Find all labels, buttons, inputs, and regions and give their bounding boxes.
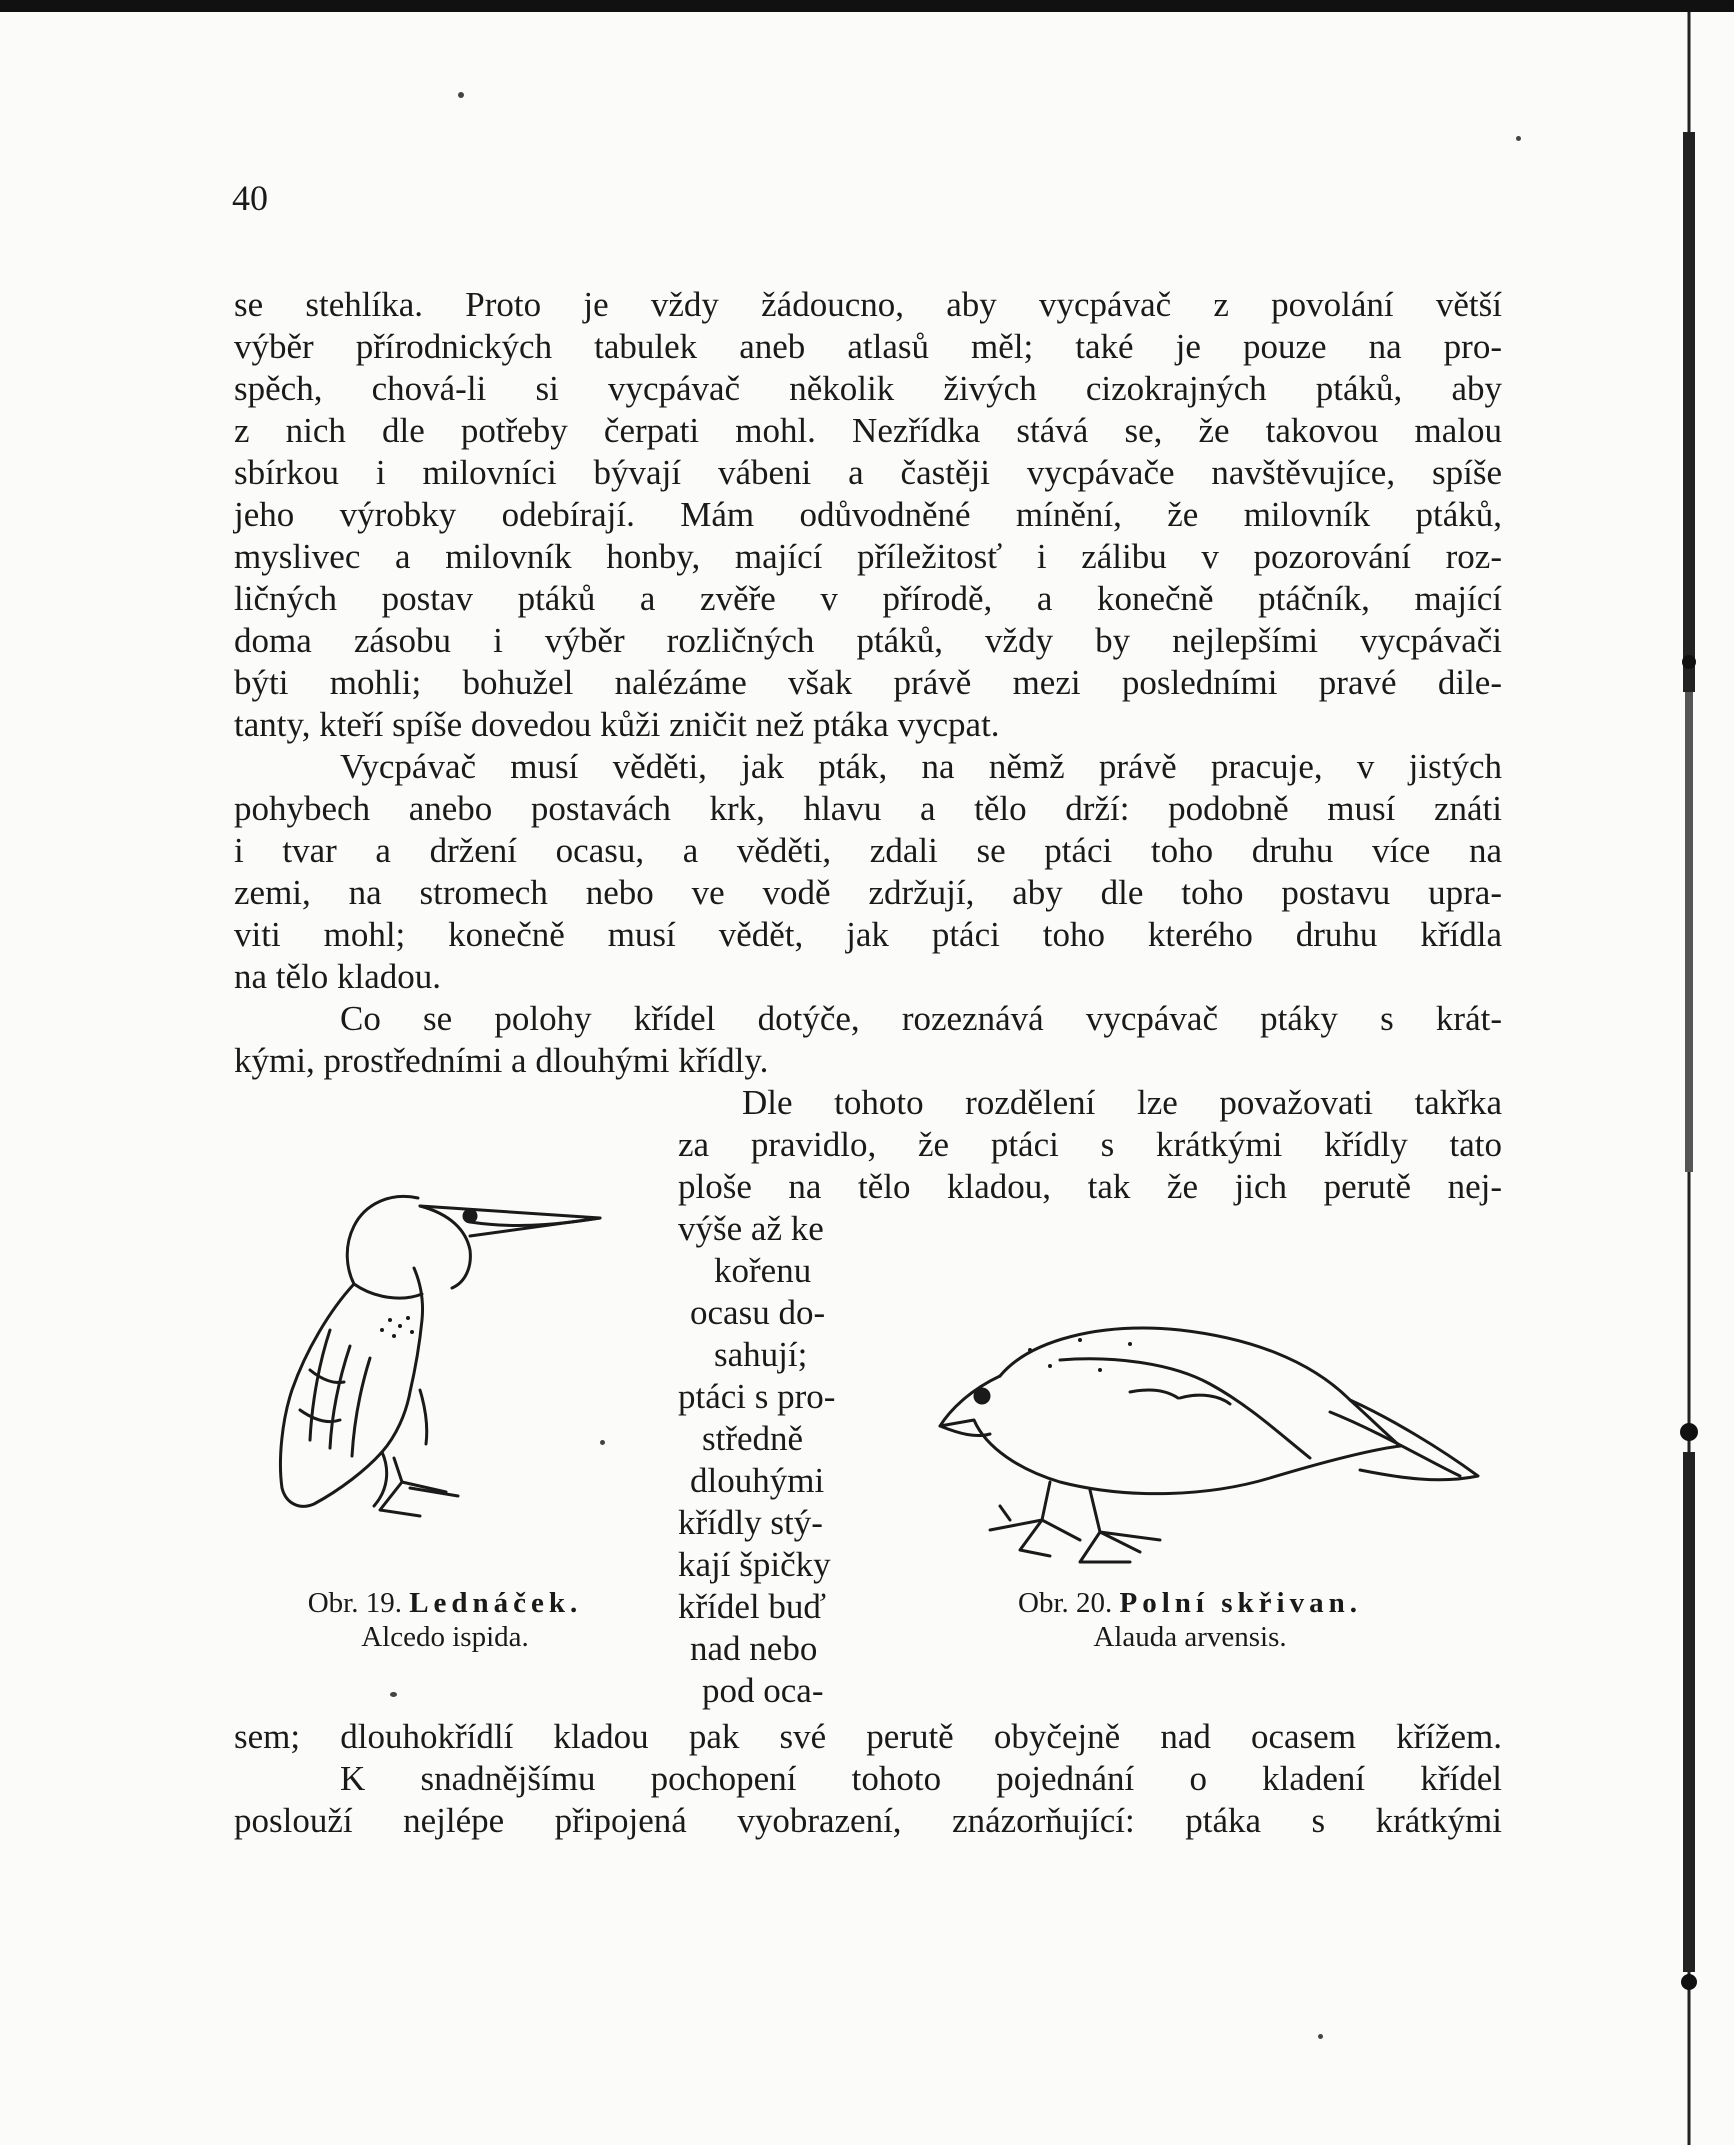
figure-name: Lednáček. [409,1587,583,1619]
wrap-line: Dle tohoto rozdělení lze považovati takřka [742,1083,1502,1122]
column-line: kají špičky [678,1545,831,1584]
body-line: viti mohl; konečně musí vědět, jak ptáci toho kterého druhu křídla [234,915,1502,954]
body-line: tanty, kteří spíše dovedou kůži zničit než ptáka vycpat. [234,705,1000,744]
page-number: 40 [232,178,268,218]
column-line: kořenu [714,1251,812,1290]
body-line: ličných postav ptáků a zvěře v přírodě, a konečně ptáčník, mající [234,579,1502,618]
wrap-line: za pravidlo, že ptáci s krátkými křídly tato [678,1125,1502,1164]
body-line: kými, prostředními a dlouhými křídly. [234,1041,769,1080]
scan-speck [1318,2034,1323,2039]
body-line: býti mohli; bohužel nalézáme však právě mezi posledními pravé dile- [234,663,1502,702]
column-line: sahují; [714,1335,808,1374]
body-line-indent: K snadnějšímu pochopení tohoto pojednání o kladení křídel [340,1759,1502,1798]
scan-speck [1516,136,1521,141]
scan-speck [600,1440,605,1445]
column-line: výše až ke [678,1209,824,1248]
body-line: sem; dlouhokřídlí kladou pak své perutě obyčejně nad ocasem křížem. [234,1717,1502,1756]
body-line-indent: Co se polohy křídel dotýče, rozeznává vycpávač ptáky s krát- [340,999,1502,1038]
body-line-indent: Vycpávač musí věděti, jak pták, na němž právě pracuje, v jistých [340,747,1502,786]
figure-name: Polní skřivan. [1119,1587,1362,1619]
scan-top-edge [0,0,1734,12]
kingfisher-illustration [270,1170,620,1560]
column-line: dlouhými [690,1461,825,1500]
column-line: křídel buď [678,1587,827,1626]
binding-rule [1680,12,1698,2145]
scan-speck [390,1692,397,1697]
scan-speck [458,92,464,98]
body-line: výběr přírodnických tabulek aneb atlasů měl; také je pouze na pro- [234,327,1502,366]
body-line: sbírkou i milovníci bývají vábeni a častěji vycpávače navštěvujíce, spíše [234,453,1502,492]
body-line: z nich dle potřeby čerpati mohl. Nezřídka stává se, že takovou malou [234,411,1502,450]
body-line: doma zásobu i výběr rozličných ptáků, vždy by nejlepšími vycpávači [234,621,1502,660]
wrap-line: ploše na tělo kladou, tak že jich perutě nej- [678,1167,1502,1206]
lark-illustration [930,1300,1490,1570]
figure-latin: Alauda arvensis. [1093,1621,1287,1653]
column-line: pod oca- [702,1671,824,1710]
body-line: na tělo kladou. [234,957,442,996]
body-line: myslivec a milovník honby, mající příležitosť i zálibu v pozorování roz- [234,537,1502,576]
column-line: nad nebo [690,1629,818,1668]
body-line: jeho výrobky odebírají. Mám odůvodněné mínění, že milovník ptáků, [234,495,1502,534]
caption-obr-19 [270,1586,620,1654]
caption-obr-20 [950,1586,1430,1654]
column-line: středně [702,1419,804,1458]
body-line: i tvar a držení ocasu, a věděti, zdali se ptáci toho druhu více na [234,831,1502,870]
figure-label: Obr. 19. [307,1587,402,1619]
body-line: zemi, na stromech nebo ve vodě zdržují, aby dle toho postavu upra- [234,873,1502,912]
body-line: spěch, chová-li si vycpávač několik živých cizokrajných ptáků, aby [234,369,1502,408]
figure-latin: Alcedo ispida. [361,1621,529,1653]
body-line: se stehlíka. Proto je vždy žádoucno, aby vycpávač z povolání větší [234,285,1502,324]
column-line: ocasu do- [690,1293,826,1332]
column-line: křídly stý- [678,1503,823,1542]
figure-label: Obr. 20. [1018,1587,1113,1619]
column-line: ptáci s pro- [678,1377,836,1416]
body-line: poslouží nejlépe připojená vyobrazení, znázorňující: ptáka s krátkými [234,1801,1502,1840]
body-line: pohybech anebo postavách krk, hlavu a tělo drží: podobně musí znáti [234,789,1502,828]
